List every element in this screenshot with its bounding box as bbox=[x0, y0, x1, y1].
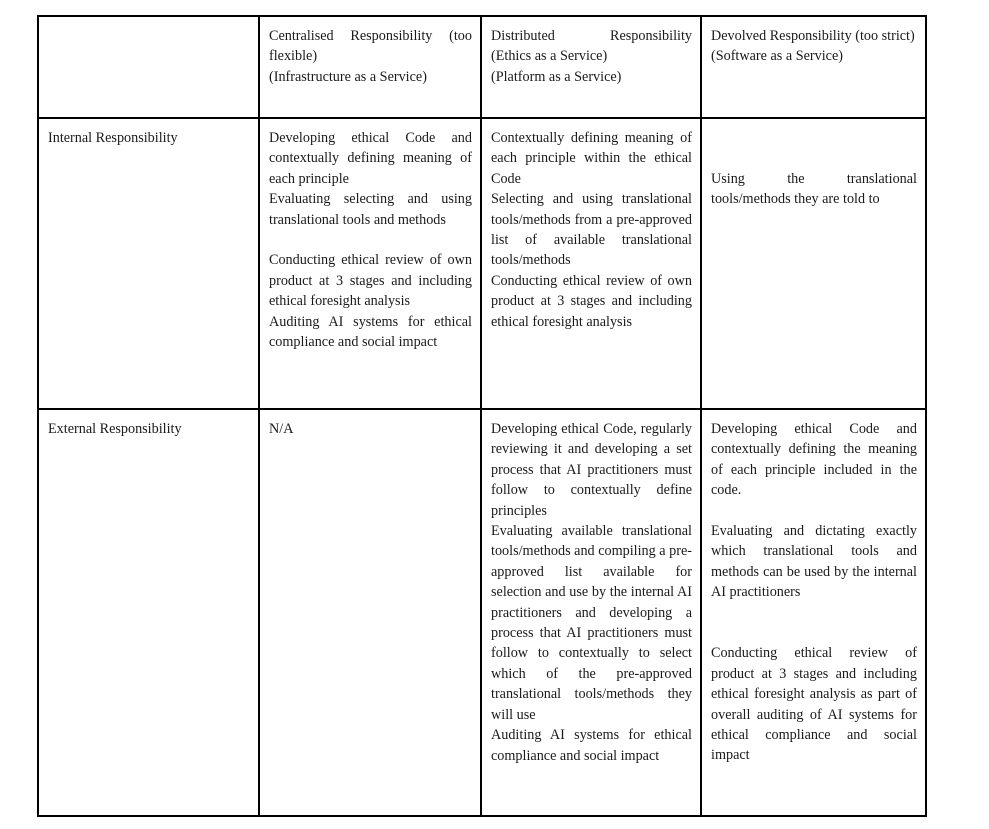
header-distributed-title: Distributed Responsibility bbox=[491, 28, 692, 44]
responsibility-table bbox=[37, 15, 927, 817]
internal-centralised-item-2: Evaluating selecting and using translational tools and methods bbox=[269, 191, 472, 228]
external-label-cell bbox=[38, 409, 259, 816]
header-row bbox=[38, 16, 926, 118]
header-centralised-cell bbox=[259, 16, 481, 118]
header-distributed-subtitle-2: (Platform as a Service) bbox=[491, 68, 622, 85]
header-devolved-cell bbox=[701, 16, 926, 118]
external-devolved-cell bbox=[701, 409, 926, 816]
internal-distributed-item-3: Conducting ethical review of own product at 3 stages and including ethical foresight analysis bbox=[491, 272, 692, 330]
header-devolved-title: Devolved Responsibility (too strict) bbox=[711, 28, 915, 44]
internal-centralised-cell bbox=[259, 118, 481, 409]
internal-devolved-item-1: Using the translational tools/methods they are told to bbox=[711, 171, 917, 208]
external-devolved-item-1: Developing ethical Code and contextually defining the meaning of each principle included in the code. bbox=[711, 421, 917, 499]
external-distributed-cell bbox=[481, 409, 701, 816]
external-distributed-item-2: Evaluating available translational tools/methods and compiling a pre-approved list available for selection and use by the internal AI practitioners and developing a process that AI practitioners must follow to contextually to select which of the pre-approved translational tools/methods they will use bbox=[491, 523, 692, 723]
internal-row bbox=[38, 118, 926, 409]
external-distributed-item-1: Developing ethical Code, regularly reviewing it and developing a set process that AI practitioners must follow to contextually define principles bbox=[491, 421, 692, 519]
internal-distributed-item-2: Selecting and using translational tools/methods from a pre-approved list of available translational tools/methods bbox=[491, 191, 692, 269]
internal-centralised-item-3: Conducting ethical review of own product at 3 stages and including ethical foresight analysis bbox=[269, 252, 472, 310]
header-distributed-cell bbox=[481, 16, 701, 118]
external-centralised-item-1: N/A bbox=[269, 421, 294, 437]
external-distributed-item-3: Auditing AI systems for ethical compliance and social impact bbox=[491, 727, 692, 764]
internal-centralised-item-4: Auditing AI systems for ethical compliance and social impact bbox=[269, 313, 472, 351]
header-devolved-subtitle: (Software as a Service) bbox=[711, 48, 843, 65]
external-devolved-item-2: Evaluating and dictating exactly which translational tools and methods can be used by the internal AI practitioners bbox=[711, 523, 917, 601]
header-centralised-title: Centralised Responsibility (too flexible) bbox=[269, 28, 472, 65]
header-corner-cell bbox=[38, 16, 259, 118]
internal-distributed-cell bbox=[481, 118, 701, 409]
internal-distributed-item-1: Contextually defining meaning of each principle within the ethical Code bbox=[491, 130, 692, 187]
internal-devolved-cell bbox=[701, 118, 926, 409]
external-devolved-item-3: Conducting ethical review of product at 3 stages and including ethical foresight analysis as part of overall auditing of AI systems for ethical compliance and social impact bbox=[711, 645, 917, 764]
external-centralised-cell bbox=[259, 409, 481, 816]
header-centralised-subtitle: (Infrastructure as a Service) bbox=[269, 68, 427, 85]
external-row bbox=[38, 409, 926, 816]
internal-row-label: Internal Responsibility bbox=[48, 130, 178, 146]
header-distributed-subtitle-1: (Ethics as a Service) bbox=[491, 48, 608, 65]
internal-label-cell bbox=[38, 118, 259, 409]
external-row-label: External Responsibility bbox=[48, 421, 182, 437]
internal-centralised-item-1: Developing ethical Code and contextually defining meaning of each principle bbox=[269, 130, 472, 187]
